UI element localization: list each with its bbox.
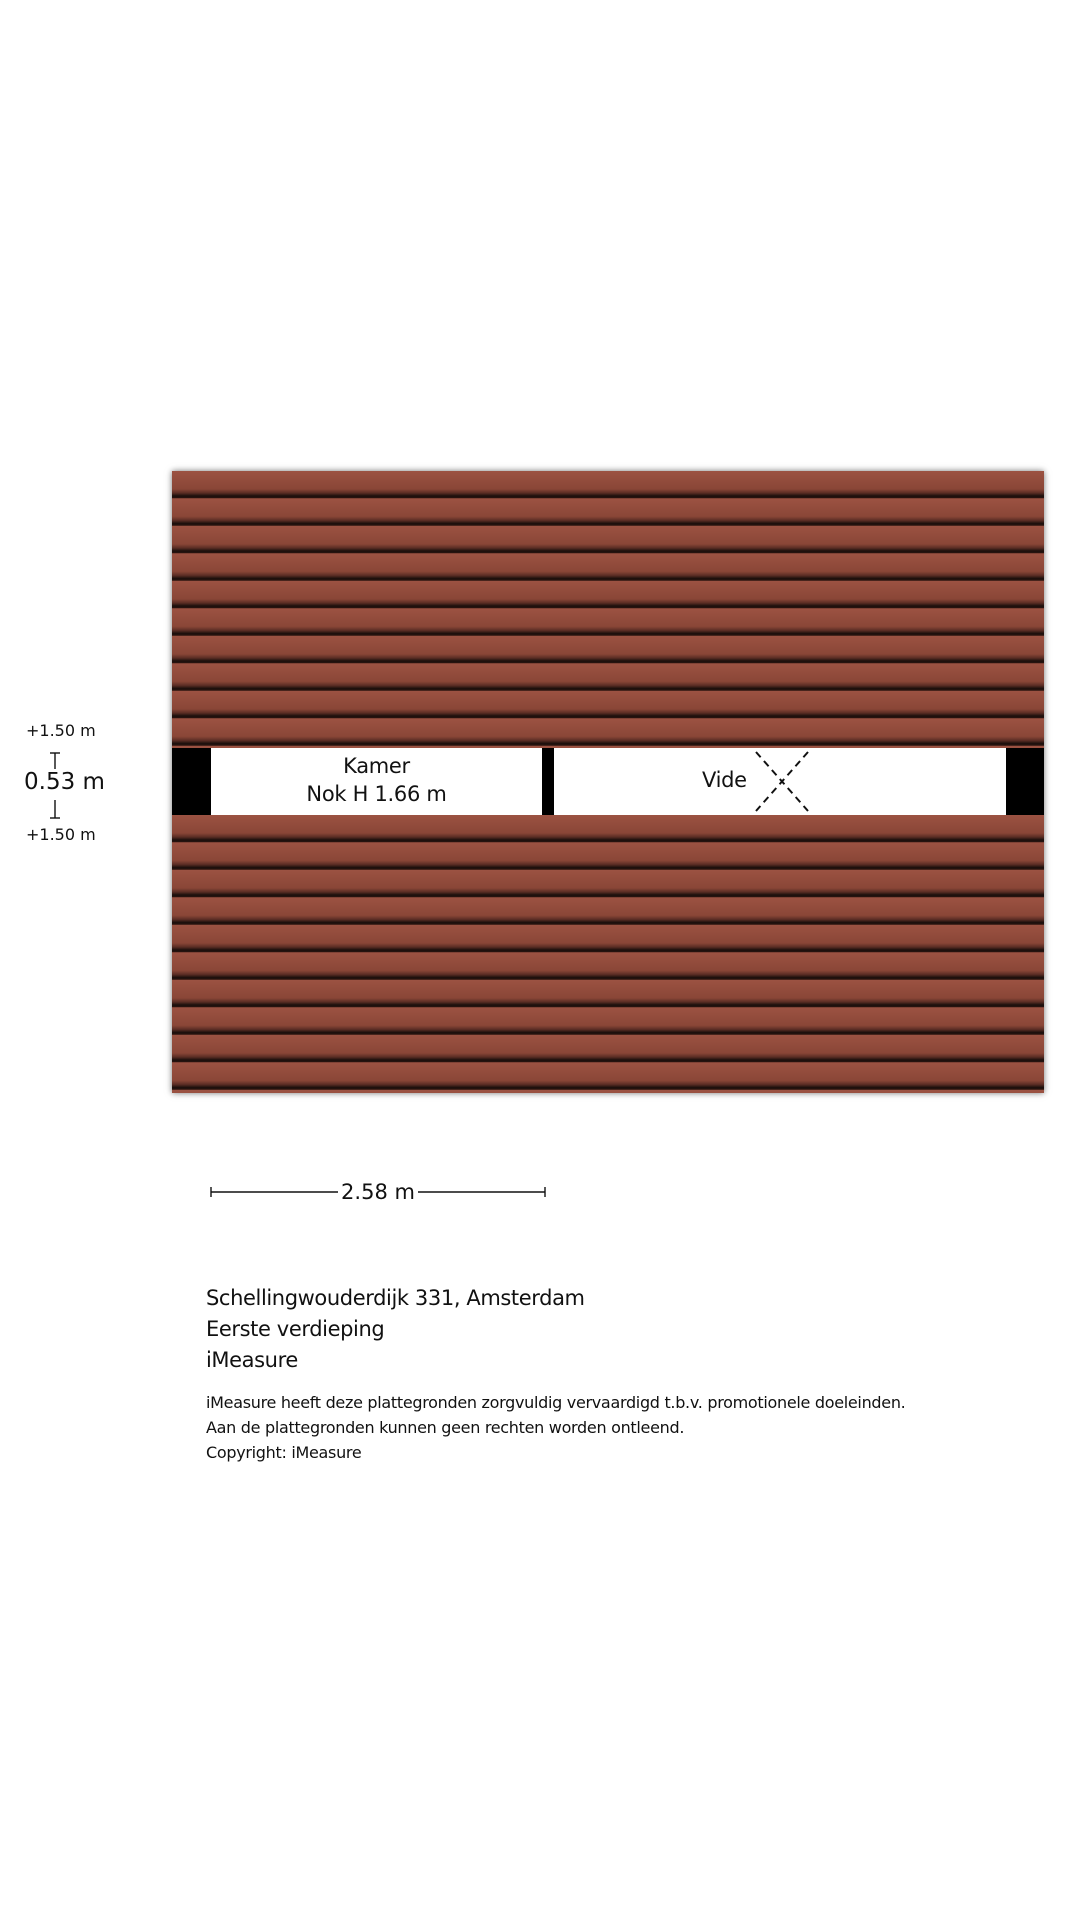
height-dimension-value: 0.53 m xyxy=(24,769,105,795)
roof-tiles-bottom xyxy=(172,815,1044,1093)
wall-left xyxy=(172,748,211,815)
width-dimension xyxy=(210,1180,546,1204)
wall-middle xyxy=(542,748,554,815)
disclaimer-line: iMeasure heeft deze plattegronden zorgvuldig vervaardigd t.b.v. promotionele doeleinden. xyxy=(206,1393,906,1412)
copyright: Copyright: iMeasure xyxy=(206,1443,362,1462)
plan-info xyxy=(206,1283,1046,1465)
wall-right xyxy=(1006,748,1044,815)
attic-strip xyxy=(172,748,1044,815)
height-dimension-top: +1.50 m xyxy=(26,721,96,740)
height-dimension xyxy=(18,722,108,852)
room-kamer-label xyxy=(211,752,542,808)
floor-name: Eerste verdieping xyxy=(206,1317,385,1341)
company-name: iMeasure xyxy=(206,1348,298,1372)
room-name: Kamer xyxy=(343,754,410,778)
height-dimension-bottom: +1.50 m xyxy=(26,825,96,844)
disclaimer-line: Aan de plattegronden kunnen geen rechten worden ontleend. xyxy=(206,1418,685,1437)
room-vide-label: Vide xyxy=(702,768,747,792)
void-cross-icon xyxy=(752,748,812,815)
roof-tiles-top xyxy=(172,471,1044,748)
floor-plan xyxy=(172,471,1044,1093)
address: Schellingwouderdijk 331, Amsterdam xyxy=(206,1286,585,1310)
disclaimer xyxy=(206,1390,1046,1465)
room-ridge-height: Nok H 1.66 m xyxy=(306,782,447,806)
width-dimension-value: 2.58 m xyxy=(338,1180,418,1204)
